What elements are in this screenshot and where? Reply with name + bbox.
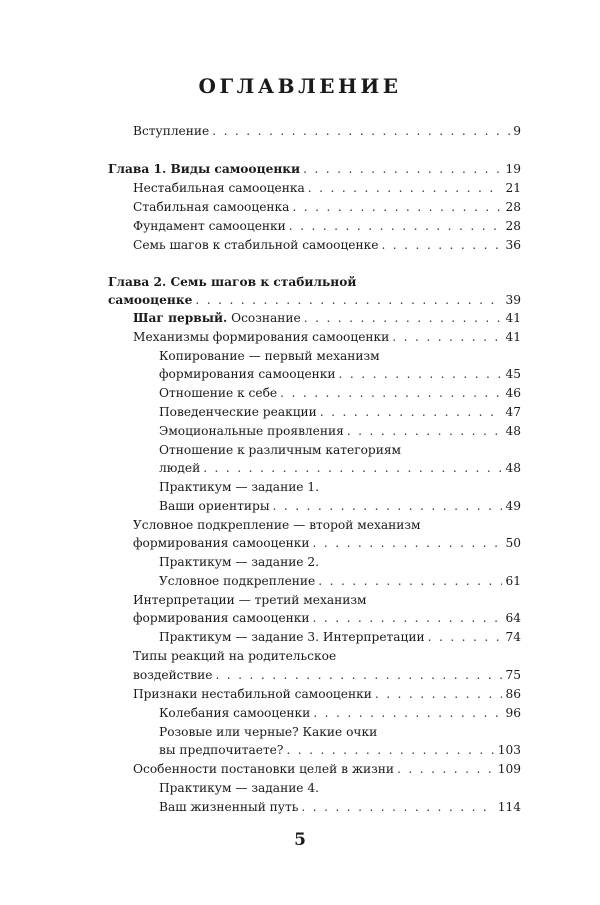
toc-entry-title: Фундамент самооценки bbox=[133, 219, 286, 233]
toc-entry bbox=[159, 628, 521, 646]
toc-entry bbox=[159, 459, 521, 477]
toc-entry-title: воздействие bbox=[133, 668, 213, 682]
dot-leader bbox=[304, 309, 503, 327]
toc-entry bbox=[133, 760, 521, 778]
toc-entry-title: Ваш жизненный путь bbox=[159, 800, 299, 814]
toc-entry-title: Поведенческие реакции bbox=[159, 405, 317, 419]
toc-entry-title-rest: Осознание bbox=[227, 311, 301, 325]
toc-entry bbox=[159, 779, 521, 797]
toc-entry-title: Механизмы формирования самооценки bbox=[133, 330, 390, 344]
dot-leader bbox=[215, 666, 502, 684]
toc-entry-page: 74 bbox=[505, 630, 521, 644]
dot-leader bbox=[212, 122, 510, 140]
dot-leader bbox=[273, 497, 503, 515]
toc-entry bbox=[159, 347, 521, 365]
toc-entry bbox=[133, 609, 521, 627]
toc-entry bbox=[108, 273, 521, 291]
toc-entry bbox=[133, 516, 521, 534]
toc-entry-title: Копирование — первый механизм bbox=[159, 349, 380, 363]
dot-leader bbox=[375, 685, 503, 703]
dot-leader bbox=[289, 217, 503, 235]
toc-entry bbox=[133, 236, 521, 254]
toc-entry bbox=[133, 534, 521, 552]
toc-entry bbox=[159, 704, 521, 722]
dot-leader bbox=[303, 160, 502, 178]
dot-leader bbox=[347, 422, 503, 440]
toc-entry-title: Эмоциональные проявления bbox=[159, 424, 344, 438]
toc-entry-title: Отношение к различным категориям bbox=[159, 443, 402, 457]
toc-entry bbox=[159, 497, 521, 515]
toc-entry-title: Семь шагов к стабильной самооценке bbox=[133, 238, 379, 252]
toc-entry-page: 41 bbox=[505, 311, 521, 325]
toc-entry-page: 109 bbox=[497, 762, 521, 776]
toc-entry bbox=[108, 291, 521, 309]
toc-entry bbox=[159, 365, 521, 383]
toc-entry bbox=[133, 647, 521, 665]
toc-entry-title-bold: Шаг первый. bbox=[133, 311, 228, 325]
toc-entry-page: 39 bbox=[505, 293, 521, 307]
toc-entry-title: Практикум — задание 1. bbox=[159, 480, 320, 494]
toc-entry-title: Колебания самооценки bbox=[159, 706, 311, 720]
toc-entry bbox=[159, 422, 521, 440]
toc-entry-page: 45 bbox=[505, 367, 521, 381]
dot-leader bbox=[392, 328, 502, 346]
toc-entry bbox=[159, 441, 521, 459]
toc-entry-page: 61 bbox=[505, 574, 521, 588]
toc-entry bbox=[133, 685, 521, 703]
dot-leader bbox=[318, 572, 502, 590]
toc-entry-title: Особенности постановки целей в жизни bbox=[133, 762, 395, 776]
dot-leader bbox=[286, 741, 494, 759]
toc-entry-page: 50 bbox=[505, 536, 521, 550]
dot-leader bbox=[397, 760, 495, 778]
dot-leader bbox=[203, 459, 502, 477]
toc-entry-page: 21 bbox=[505, 181, 521, 195]
toc-entry-title: самооценке bbox=[108, 293, 193, 307]
toc-entry-title: Вступление bbox=[133, 124, 210, 138]
toc-entry bbox=[108, 160, 521, 178]
toc-entry bbox=[159, 384, 521, 402]
toc-entry bbox=[159, 478, 521, 496]
toc-entry-title: формирования самооценки bbox=[159, 367, 336, 381]
dot-leader bbox=[313, 704, 502, 722]
dot-leader bbox=[320, 403, 503, 421]
toc-entry-title: Практикум — задание 3. Интерпретации bbox=[159, 630, 425, 644]
dot-leader bbox=[381, 236, 502, 254]
toc-entry-page: 28 bbox=[505, 219, 521, 233]
dot-leader bbox=[301, 798, 494, 816]
page-title: ОГЛАВЛЕНИЕ bbox=[198, 74, 402, 98]
toc-entry-page: 19 bbox=[505, 162, 521, 176]
toc-entry bbox=[133, 122, 521, 140]
toc-entry-title: Типы реакций на родительское bbox=[133, 649, 337, 663]
toc-entry-title: формирования самооценки bbox=[133, 611, 310, 625]
toc-entry bbox=[159, 553, 521, 571]
toc-entry-page: 96 bbox=[505, 706, 521, 720]
toc-entry-title: Интерпретации — третий механизм bbox=[133, 593, 367, 607]
toc-entry-title bbox=[133, 309, 301, 327]
toc-entry-page: 49 bbox=[505, 499, 521, 513]
toc-entry-page: 103 bbox=[497, 743, 521, 757]
toc-entry bbox=[133, 328, 521, 346]
toc-entry-page: 47 bbox=[505, 405, 521, 419]
dot-leader bbox=[292, 198, 502, 216]
dot-leader bbox=[308, 179, 503, 197]
toc-entry bbox=[133, 591, 521, 609]
toc-entry-page: 41 bbox=[505, 330, 521, 344]
dot-leader bbox=[195, 291, 502, 309]
toc-entry-title: Условное подкрепление bbox=[159, 574, 316, 588]
toc-entry-page: 46 bbox=[505, 386, 521, 400]
toc-entry-title: Глава 2. Семь шагов к стабильной bbox=[108, 275, 357, 289]
toc-entry-page: 64 bbox=[505, 611, 521, 625]
toc-entry-title: Условное подкрепление — второй механизм bbox=[133, 518, 421, 532]
toc-entry-page: 28 bbox=[505, 200, 521, 214]
dot-leader bbox=[313, 534, 503, 552]
toc-entry-title: Розовые или черные? Какие очки bbox=[159, 725, 378, 739]
dot-leader bbox=[280, 384, 502, 402]
toc-entry-title: Ваши ориентиры bbox=[159, 499, 270, 513]
toc-entry-page: 114 bbox=[497, 800, 521, 814]
toc-entry bbox=[159, 403, 521, 421]
toc-entry bbox=[133, 179, 521, 197]
toc-entry-title: Стабильная самооценка bbox=[133, 200, 290, 214]
toc-entry-title: Отношение к себе bbox=[159, 386, 278, 400]
toc-entry bbox=[159, 572, 521, 590]
dot-leader bbox=[313, 609, 503, 627]
toc-entry bbox=[159, 741, 521, 759]
toc-entry-page: 48 bbox=[505, 424, 521, 438]
toc-entry bbox=[133, 309, 521, 327]
toc-entry-title: Глава 1. Виды самооценки bbox=[108, 162, 301, 176]
page-number: 5 bbox=[294, 830, 306, 850]
toc-entry-title: Практикум — задание 4. bbox=[159, 781, 320, 795]
toc-entry-title: Нестабильная самооценка bbox=[133, 181, 305, 195]
toc-entry-page: 9 bbox=[513, 124, 521, 138]
toc-entry-page: 36 bbox=[505, 238, 521, 252]
toc-entry-page: 86 bbox=[505, 687, 521, 701]
toc-entry-title: формирования самооценки bbox=[133, 536, 310, 550]
toc-entry bbox=[133, 198, 521, 216]
dot-leader bbox=[339, 365, 503, 383]
toc-entry-page: 75 bbox=[505, 668, 521, 682]
toc-entry-title: Практикум — задание 2. bbox=[159, 555, 320, 569]
toc-entry bbox=[159, 723, 521, 741]
toc-entry-title: вы предпочитаете? bbox=[159, 743, 284, 757]
toc-entry bbox=[159, 798, 521, 816]
toc-entry bbox=[133, 666, 521, 684]
toc-entry-title: людей bbox=[159, 461, 201, 475]
toc-entry-page: 48 bbox=[505, 461, 521, 475]
toc-entry-title: Признаки нестабильной самооценки bbox=[133, 687, 372, 701]
dot-leader bbox=[428, 628, 503, 646]
toc-entry bbox=[133, 217, 521, 235]
